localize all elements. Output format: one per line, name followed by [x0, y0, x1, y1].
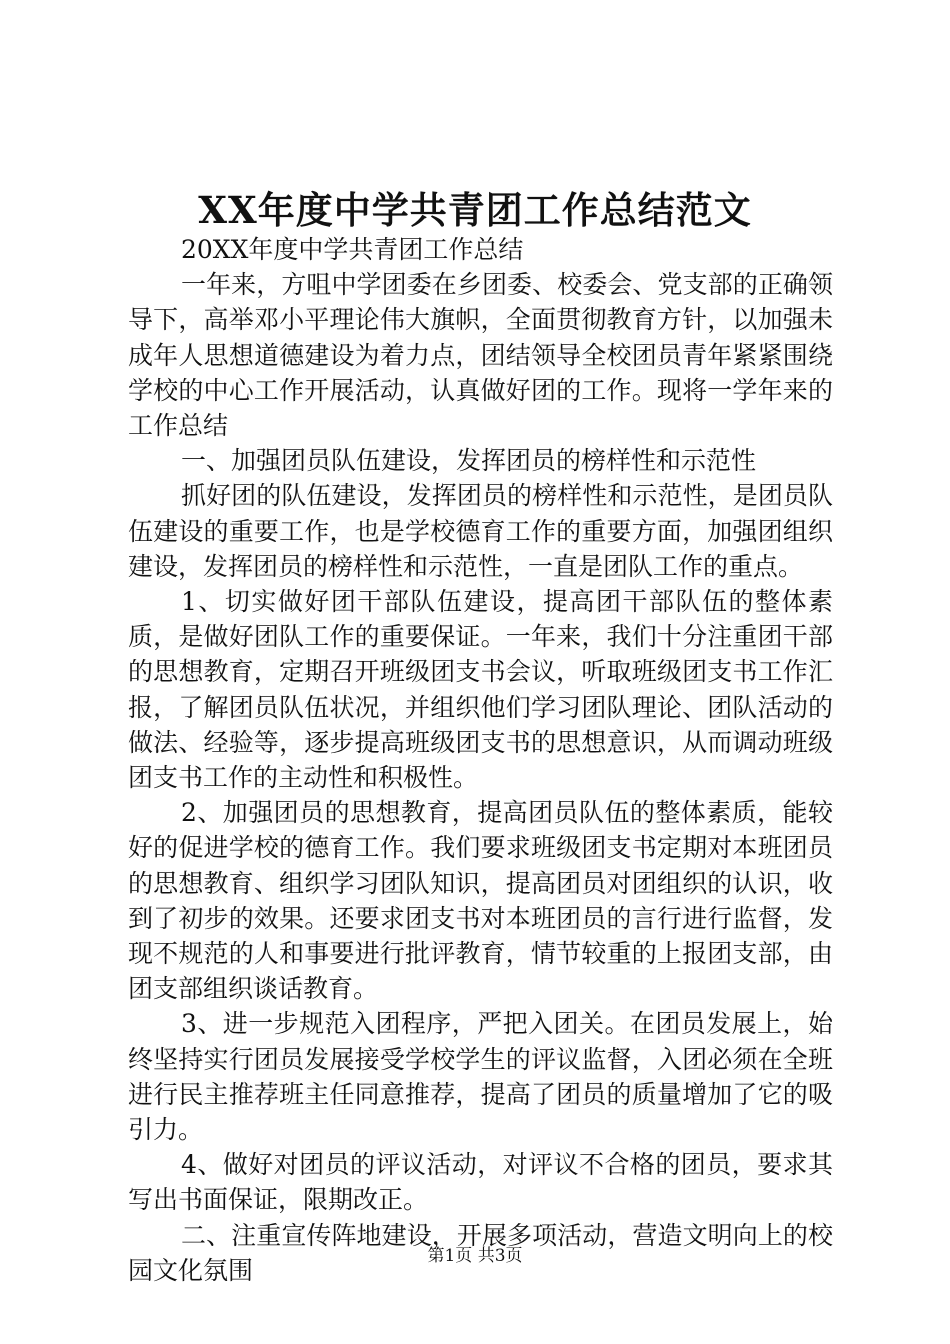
paragraph: 4、做好对团员的评议活动，对评议不合格的团员，要求其写出书面保证，限期改正。: [128, 1150, 833, 1215]
section-heading: 二、注重宣传阵地建设，开展多项活动，营造文明向上的校园文化氛围: [128, 1220, 833, 1285]
document-body: [128, 232, 833, 1288]
document-title: XX年度中学共青团工作总结范文: [198, 188, 752, 232]
paragraph: 2、加强团员的思想教育，提高团员队伍的整体素质，能较好的促进学校的德育工作。我们要求班级团支书定期对本班团员的思想教育、组织学习团队知识，提高团员对团组织的认识，收到了初步的效果。还要求团支书对本班团员的言行进行监督，发现不规范的人和事要进行批评教育，情节较重的上报团支部，由团支部组织谈话教育。: [128, 798, 833, 1004]
paragraph: 20XX年度中学共青团工作总结: [181, 235, 524, 264]
paragraph: 抓好团的队伍建设，发挥团员的榜样性和示范性，是团员队伍建设的重要工作，也是学校德育工作的重要方面，加强团组织建设，发挥团员的榜样性和示范性，一直是团队工作的重点。: [128, 481, 833, 581]
paragraph: 1、切实做好团干部队伍建设，提高团干部队伍的整体素质，是做好团队工作的重要保证。一年来，我们十分注重团干部的思想教育，定期召开班级团支书会议，听取班级团支书工作汇报，了解团员队伍状况，并组织他们学习团队理论、团队活动的做法、经验等，逐步提高班级团支书的思想意识，从而调动班级团支书工作的主动性和积极性。: [128, 587, 833, 793]
paragraph: 3、进一步规范入团程序，严把入团关。在团员发展上，始终坚持实行团员发展接受学校学生的评议监督，入团必须在全班进行民主推荐班主任同意推荐，提高了团员的质量增加了它的吸引力。: [128, 1009, 833, 1145]
section-heading: 一、加强团员队伍建设，发挥团员的榜样性和示范性: [181, 446, 757, 476]
page-number-footer: 第1页 共3页: [427, 1246, 523, 1266]
paragraph: 一年来，方咀中学团委在乡团委、校委会、党支部的正确领导下，高举邓小平理论伟大旗帜，全面贯彻教育方针，以加强未成年人思想道德建设为着力点，团结领导全校团员青年紧紧围绕学校的中心工作开展活动，认真做好团的工作。现将一学年来的工作总结: [128, 270, 833, 441]
